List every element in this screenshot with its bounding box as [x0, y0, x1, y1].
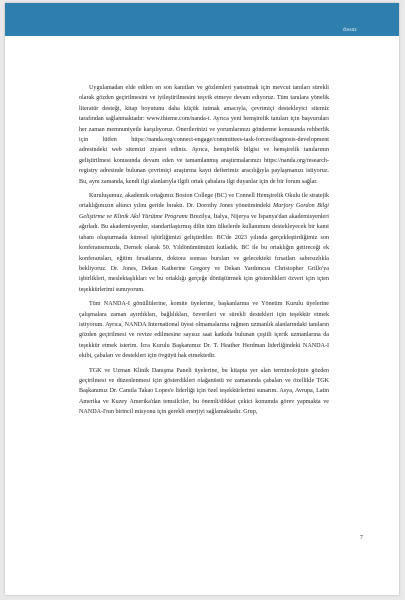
- body-text: [79, 83, 329, 418]
- paragraph-3: Tüm NANDA-I gönüllülerine, komite üyelerine, başkanlarına ve Yönetim Kurulu üyelerine çalışmalara zaman ayırdıkları, bağlılıkları, özverileri ve sürekli destekleri için teşekkür etmek istiyorum. Ayrıca, NANDA International üyesi olmamalarına rağmen uzmanlık alanlarındaki tanıların gözden geçirilmesi ve revize edilmesine sayısız saat katkıda bulunan çeşitli içerik uzmanlarına da teşekkür etmek isterim. İcra Kurulu Başkanımız Dr. T. Heather Herdman liderliğindeki NANDA-I ekibi, çabaları ve destekleri için övgüyü hak etmektedir.: [79, 301, 329, 360]
- book-page: [5, 3, 399, 595]
- paragraph-2-start: Kuruluşumuz, akademik ortağımız Boston College (BC) ve Connell Hemşirelik Okulu ile stratejik ortaklığımızın altıncı yılını geride bıraktı. Dr. Dorothy Jones yönetimindeki: [79, 193, 329, 210]
- section-label: Önsöz: [342, 27, 357, 32]
- header-bar: [5, 3, 399, 36]
- program-name: Marjory Gordon Bilgi Geliştirme ve Klinik Akıl Yürütme Programı: [79, 203, 329, 220]
- paragraph-1: Uygulamadan elde edilen en son kanıtları ve gözlemleri yansıtmak için mevcut tanıları sürekli olarak gözden geçirilmesini ve iyileştirilmesini teşvik etmeye devam ediyoruz. Tüm tanılara yönelik literatür desteği, kitap boyutunu daha küçük tutmak amacıyla, çevrimiçi destekleyici sitemiz tarafından sağlanmaktadır: www.thieme.com/nanda-i. Ayrıca yeni hemşirelik tanıları için başvuruları her zaman memnuniyetle karşılıyoruz. Önerilerinizi ve yorumlarınızı gönderme konusunda rehberlik için lütfen https://nanda.org/connect-engage/committees-task-forces/diagnosis-development adresindeki web sitemizi ziyaret ediniz. Ayrıca, hemşirelik bilgisi ve hemşirelik tanılarının geliştirilmesi konusunda devam eden ve tamamlanmış araştırmalarınızı https://nanda.org/research-registry adresinde bulunan çevrimiçi araştırma kayıt defterimiz aracılığıyla paylaşmanızı istiyoruz. Bu, aynı zamanda, kendi ilgi alanlarıyla ilgili ortak çabalara ilgi duyanlar için de bir forum sağlar.: [79, 85, 329, 185]
- paragraph-2: [79, 191, 329, 295]
- paragraph-2-end: Brezilya, İtalya, Nijerya ve İspanya'dan akademisyenleri ağırladı. Bu akademisyenler, standartlaştırmış dilin tüm ülkelerde kullanımını destekleyecek bir kanıt tabanı oluşturmada küresel işbirliğimizi geliştirdiler. BC'de 2023 yılında gerçekleştirdiğimiz son konferansımızda, Dernek olarak 50. Yıldönümümüzü kutladık. BC ile bu ortaklığın getireceği ek konferansları, eğitim fırsatlarını, doktora sonrası bursları ve gelecekteki fırsatları sabırsızlıkla bekliyoruz. Dr. Jones, Dekan Katherine Gregory ve Dekan Yardımcısı Christopher Grillo'ya işbirlikleri, meslektaşlıkları ve bu ortaklığı gerçeğe dönüştürmek için gösterdikleri özveri için içten teşekkürlerimi sunuyorum.: [79, 213, 329, 293]
- paragraph-4: TGK ve Uzman Klinik Danışma Paneli üyelerine, bu kitapta yer alan terminolojinin gözden geçirilmesi ve düzenlenmesi için gösterdikleri olağanüstü ve zamanında çabaları ve özellikle TGK Başkanımız Dr. Camila Takao Lopes'e liderliği için özel teşekkürlerimi sunarım. Asya, Avrupa, Latin Amerika ve Kuzey Amerika'dan temsilciler, bu önemli/dikkat çekici konumda görev yapmakta ve NANDA-I'nın birincil misyonu için gerekli enerjiyi sağlamaktadır. Grup,: [79, 367, 329, 416]
- page-number: 7: [360, 535, 363, 541]
